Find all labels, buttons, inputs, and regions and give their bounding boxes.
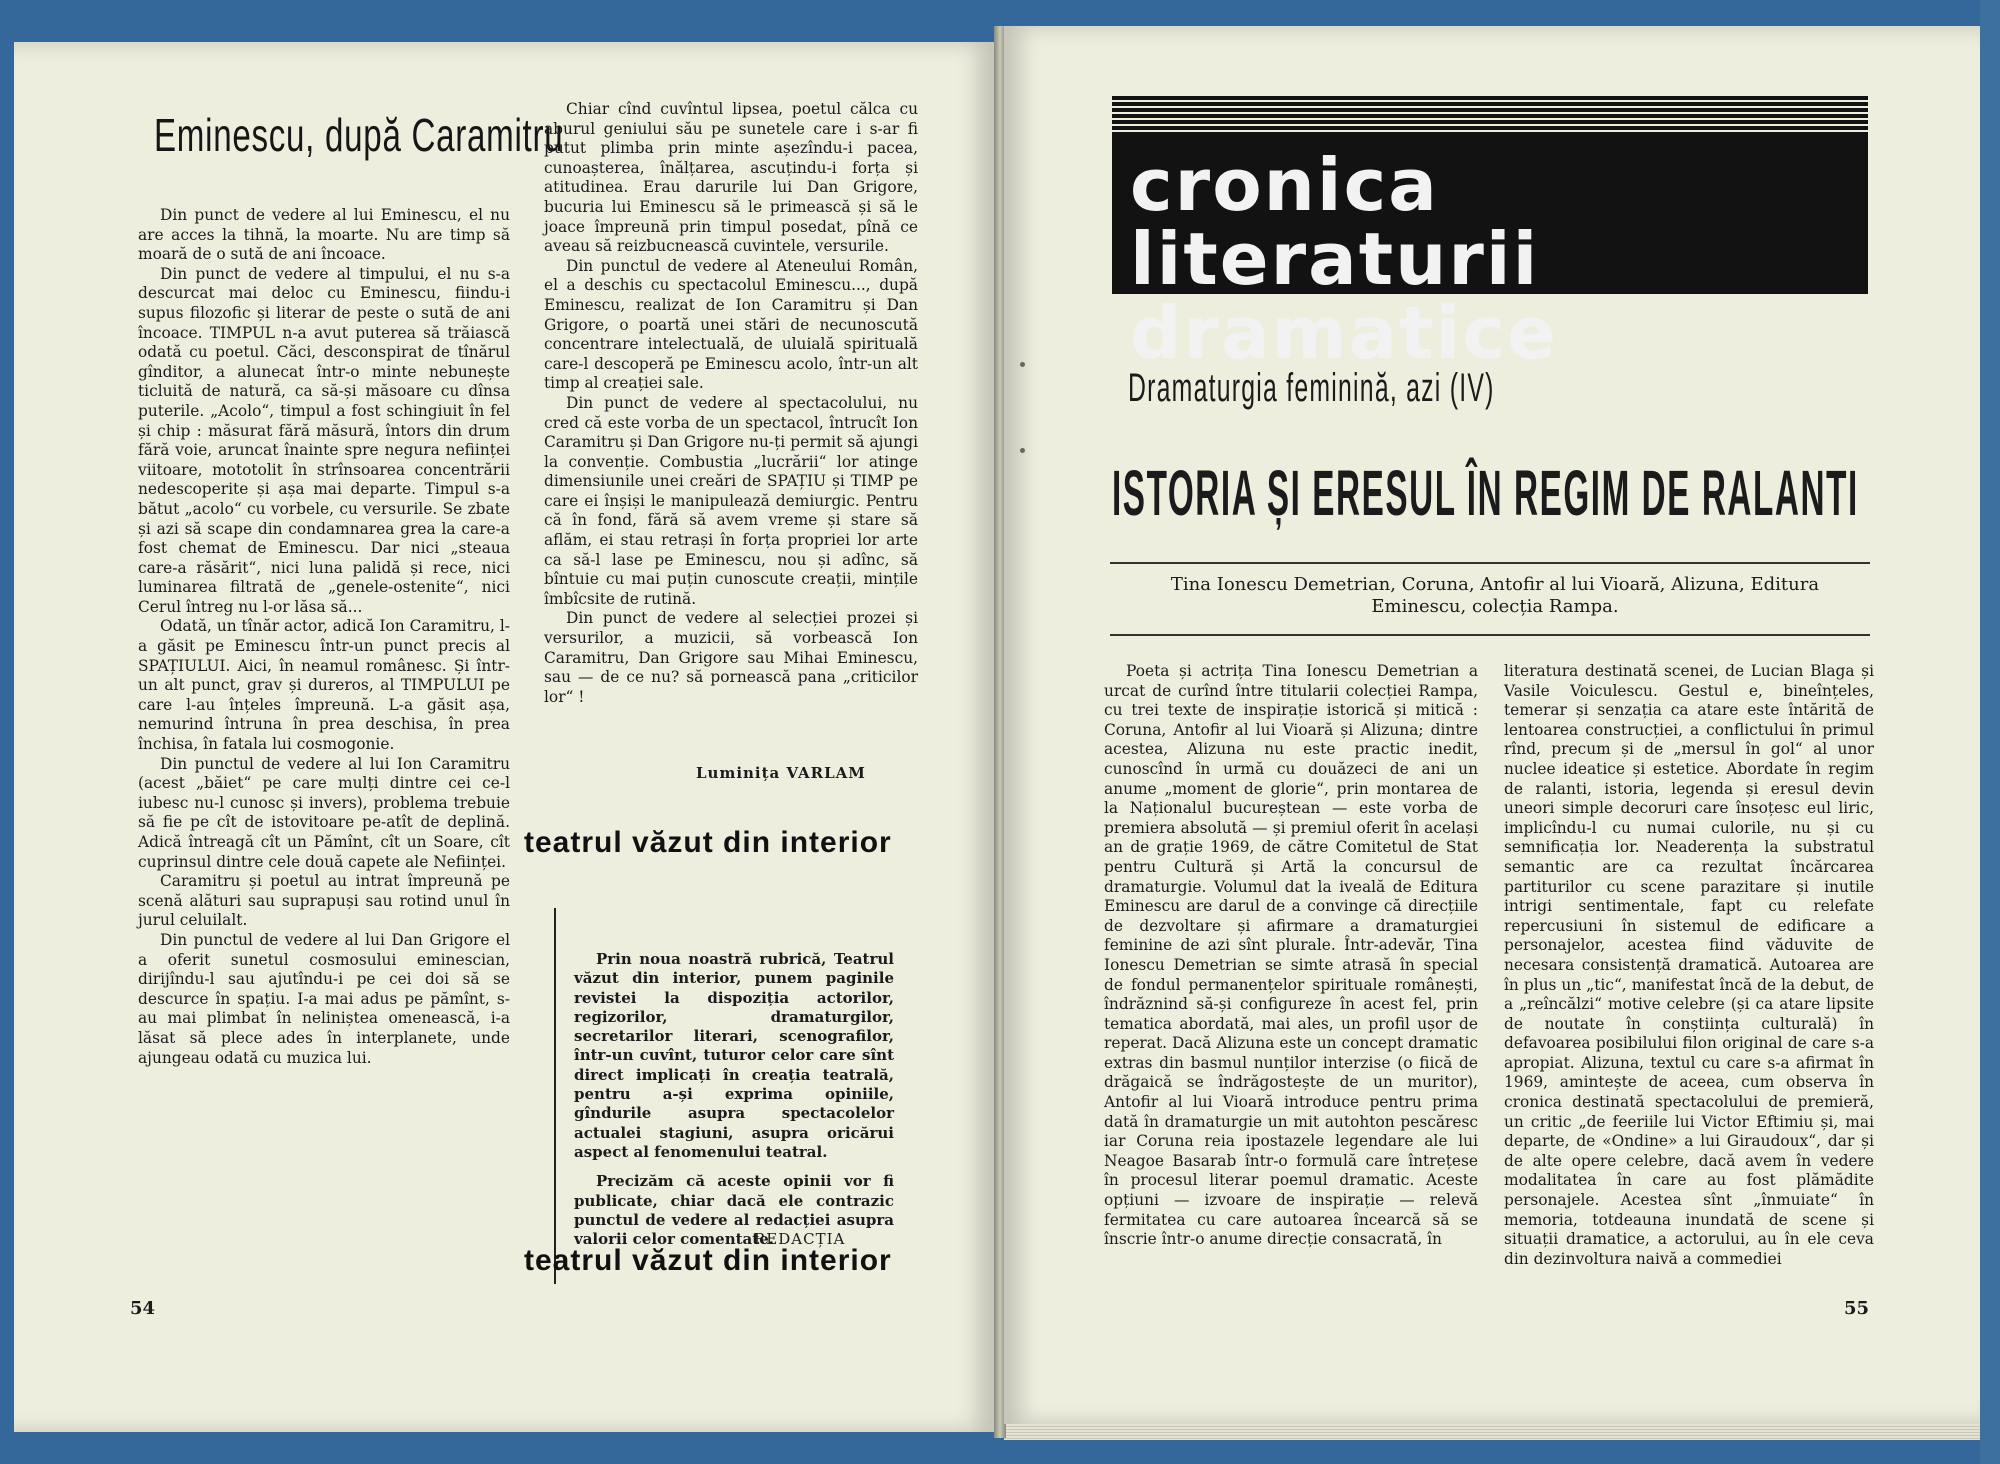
page-number-left: 54 [130, 1298, 156, 1319]
paragraph: Chiar cînd cuvîntul lipsea, poetul călca cu aburul geniului său pe sunetele care i s-ar fi putut plimba prin minte așezîndu-i pacea, cunoașterea, înălțarea, ascuțindu-i forța și atitudinea. Erau darurile lui Dan Grigore, bucuria lui Eminescu să le primească și să le joace împreună prin timpul posedat, pînă ce aveau să reizbucnească cuvintele, versurile. [544, 100, 918, 256]
paragraph: Poeta și actrița Tina Ionescu Demetrian a urcat de curînd între titularii colecției Rampa, cu trei texte de inspirație istorică și mitică : Coruna, Antofir al lui Vioară și Alizuna; dintre acestea, Alizuna nu este practic inedit, cunoscînd în urmă cu douăzeci de ani un anume „moment de glorie“, prin montarea de la Naționalul bucureștean — este vorba de premiera absolută — și premiul oferit în același an de grație 1969, de către Comitetul de Stat pentru Cultură și Artă la concursul de dramaturgie. Volumul dat la iveală de Editura Eminescu are darul de a convinge că direcțiile de dezvoltare și afirmare a dramaturgiei feminine de azi sînt plurale. Într-adevăr, Tina Ionescu Demetrian se simte atrasă în special de fondul permanențelor spirituale românești, îndrăznind să-și configureze în acest fel, prin tematica abordată, mai ales, un profil ușor de reperat. Dacă Alizuna este un concept dramatic extras din basmul nunților interzise (o fiică de drăgaică se îndrăgostește de un muritor), Antofir al lui Vioară introduce pentru prima dată în dramaturgie un mit autohton pescăresc iar Coruna reia ipostazele legendare ale lui Neagoe Basarab într-o formulă care întrețese în procesul literar poemul dramatic. Aceste opțiuni — izvoare de inspirație — relevă fermitatea cu care autoarea încearcă să se înscrie într-o anume direcție consacrată, în [1104, 662, 1478, 1249]
banner-stripes [1112, 96, 1868, 136]
paragraph: Din punctul de vedere al lui Ion Caramitru (acest „băiet“ pe care mulți dintre cei ce-l iubesc nu-l cunosc și invers), problema trebuie să fie pe cît de istovitoare pe-atît de deplină. Adică întreagă cît un Pămînt, cît un Soare, cît cuprinsul dintre cele două capete ale Neființei. [138, 754, 510, 871]
box-border [554, 908, 556, 1284]
right-article-column-1 [1104, 662, 1478, 1250]
banner-line-2: dramatice [1130, 291, 1558, 375]
author-signature: Luminița VARLAM [696, 764, 866, 782]
box-paragraph: Prin noua noastră rubrică, Teatrul văzut din interior, punem paginile revistei la dispoziția actorilor, regizorilor, dramaturgilor, secretarilor literari, scenografilor, într-un cuvînt, tuturor celor care sînt direct implicați în creația teatrală, pentru a-și exprima opiniile, gîndurile asupra spectacolelor actualei stagiuni, asupra oricărui aspect al fenomenului teatral. [574, 950, 894, 1161]
paragraph: literatura destinată scenei, de Lucian Blaga și Vasile Voiculescu. Gestul e, bineînțeles, temerar și senzația ca atare este întărită de lentoarea construcției, a conflictului în primul rînd, precum și de „mersul în gol“ al unor nuclee ideatice și estetice. Abordate în regim de ralanti, istoria, legenda și eresul devin uneori simple decoruri care însoțesc eul liric, implicîndu-l cu numai culorile, nu și cu semnificația lor. Neaderența la substratul semantic are ca rezultat încărcarea partiturilor cu scene parazitare și inutile intrigi sentimentale, fapt cu relefate repercusiuni în sistemul de edificare a personajelor, acestea fiind văduvite de necesara consistență dramatică. Autoarea are în plus un „tic“, manifestat încă de la debut, de a „reîncălzi“ motive celebre (și ca atare lipsite de noutate în conștiința culturală) în defavoarea posibilului filon original de care s-a apropiat. Alizuna, textul cu care s-a afirmat în 1969, amintește de aceea, cum observa în cronica destinată spectacolului de premieră, un critic „de feeriile lui Victor Eftimiu și, mai departe, de «Ondine» a lui Giraudoux“, dar și de alte opere celebre, dacă avem în vedere modalitatea în care au fost plămădite personajele. Acestea sînt „înmuiate“ în memoria, totdeauna inundată de scene și situații dramatice, a actorului, au în ele ceva din dezinvoltura naivă a commediei [1504, 662, 1874, 1268]
rule-bottom [1110, 634, 1870, 636]
paragraph: Din punct de vedere al selecției prozei și versurilor, a muzicii, să vorbească Ion Caramitru, Dan Grigore sau Mihai Eminescu, sau — de ce nu? să pornească pana „criticilor lor“ ! [544, 609, 918, 706]
box-paragraph: Precizăm că aceste opinii vor fi publicate, chiar dacă ele contrazic punctul de vedere al redacției asupra valorii celor comentate. [574, 1172, 894, 1249]
article-title-left: Eminescu, după Caramitru [154, 109, 564, 161]
rule-top [1110, 562, 1870, 564]
editorial-box [574, 950, 894, 1259]
book-reference: Tina Ionescu Demetrian, Coruna, Antofir al lui Vioară, Alizuna, Editura Eminescu, colecția Rampa. [1170, 574, 1820, 617]
paragraph: Din punct de vedere al timpului, el nu s-a descurcat mai deloc cu Eminescu, fiindu-i supus filozofic și literar de peste o sută de ani încoace. TIMPUL n-a avut puterea să trăiască odată cu poetul. Căci, desconspirat de tînărul gînditor, a alunecat într-o minte nebunește ticluită de natură, ca să-și măsoare cu dînsa puterile. „Acolo“, timpul a fost schingiuit în fel și chip : măsurat fără măsură, întors din drum fără voie, aruncat înainte spre negura neființei viitoare, mototolit în strînsoarea concentrării nedescoperite și așa mai departe. Timpul s-a bătut „acolo“ cu vorbele, cu versurile. Se zbate și azi să scape din condamnarea grea la care-a fost chemat de Eminescu. Dar nici „steaua care-a răsărit“, nici luna palidă și rece, nici luminarea filtrată de „genele-ostenite“, nici Cerul întreg nu l-or lăsa să... [138, 264, 510, 616]
left-article-column-1 [138, 206, 510, 1068]
banner-line-1: cronica literaturii [1130, 143, 1540, 301]
left-article-column-2 [544, 100, 918, 707]
right-article-column-2 [1504, 662, 1874, 1269]
page-number-right: 55 [1844, 1298, 1870, 1319]
rubric-title-bottom: teatrul văzut din interior [524, 1244, 892, 1277]
section-banner-text [1130, 143, 1870, 375]
paragraph: Odată, un tînăr actor, adică Ion Caramitru, l-a găsit pe Eminescu într-un punct precis al SPAȚIULUI. Aici, în neamul românesc. Și într-un alt punct, grav și dureros, al TIMPULUI pe care l-au înțeles împreună. L-a găsit așa, nemurind întruna în prea deschisa, în prea închisa, în fatala lui cosmogonie. [138, 617, 510, 754]
series-subtitle: Dramaturgia feminină, azi (IV) [1128, 366, 1495, 410]
rubric-title-top: teatrul văzut din interior [524, 826, 892, 859]
paragraph: Din punct de vedere al spectacolului, nu cred că este vorba de un spectacol, întrucît Ion Caramitru și Dan Grigore nu-ți permit să ajungi la convenție. Combustia „lucrării“ lor atinge dimensiunile unei creări de SPAȚIU și TIMP pe care ei înșiși le manipulează demiurgic. Pentru că în fond, fără să avem vreme și stare să aflăm, ei stau retrași în forța propriei lor arte ca să-l lase pe Eminescu, nou și adînc, să bîntuie cu mai puțin cunoscute creații, mințile îmbîcsite de rutină. [544, 393, 918, 608]
margin-mark [1020, 362, 1025, 367]
paragraph: Din punctul de vedere al Ateneului Român, el a deschis cu spectacolul Eminescu..., după Eminescu, realizat de Ion Caramitru și Dan Grigore, o poartă unei stări de necunoscută concentrare intelectuală, de uluială spirituală care-l descoperă pe Eminescu acolo, într-un alt timp al creației sale. [544, 256, 918, 393]
paragraph: Din punct de vedere al lui Eminescu, el nu are acces la tihnă, la moarte. Nu are timp să moară de o sută de ani încoace. [138, 206, 510, 264]
editorial-signature: REDACȚIA [754, 1230, 846, 1248]
margin-mark [1020, 448, 1025, 453]
paragraph: Din punctul de vedere al lui Dan Grigore el a oferit sunetul cosmosului eminescian, dirijîndu-l sau ajutîndu-i pe cei doi să se descurce în spațiu. I-a mai adus pe pămînt, s-au mai plimbat în neliniștea omenească, i-a lăsat să plece ades în interplanete, unde ajungeau odată cu muzica lui. [138, 930, 510, 1067]
paragraph: Caramitru și poetul au intrat împreună pe scenă alături sau suprapuși sau rotind unul în jurul celuilalt. [138, 872, 510, 930]
book-cover-edge [1980, 0, 2000, 1464]
article-title-right: ISTORIA ȘI ERESUL ÎN REGIM DE RALANTI [1112, 457, 1859, 529]
left-page [14, 42, 996, 1432]
